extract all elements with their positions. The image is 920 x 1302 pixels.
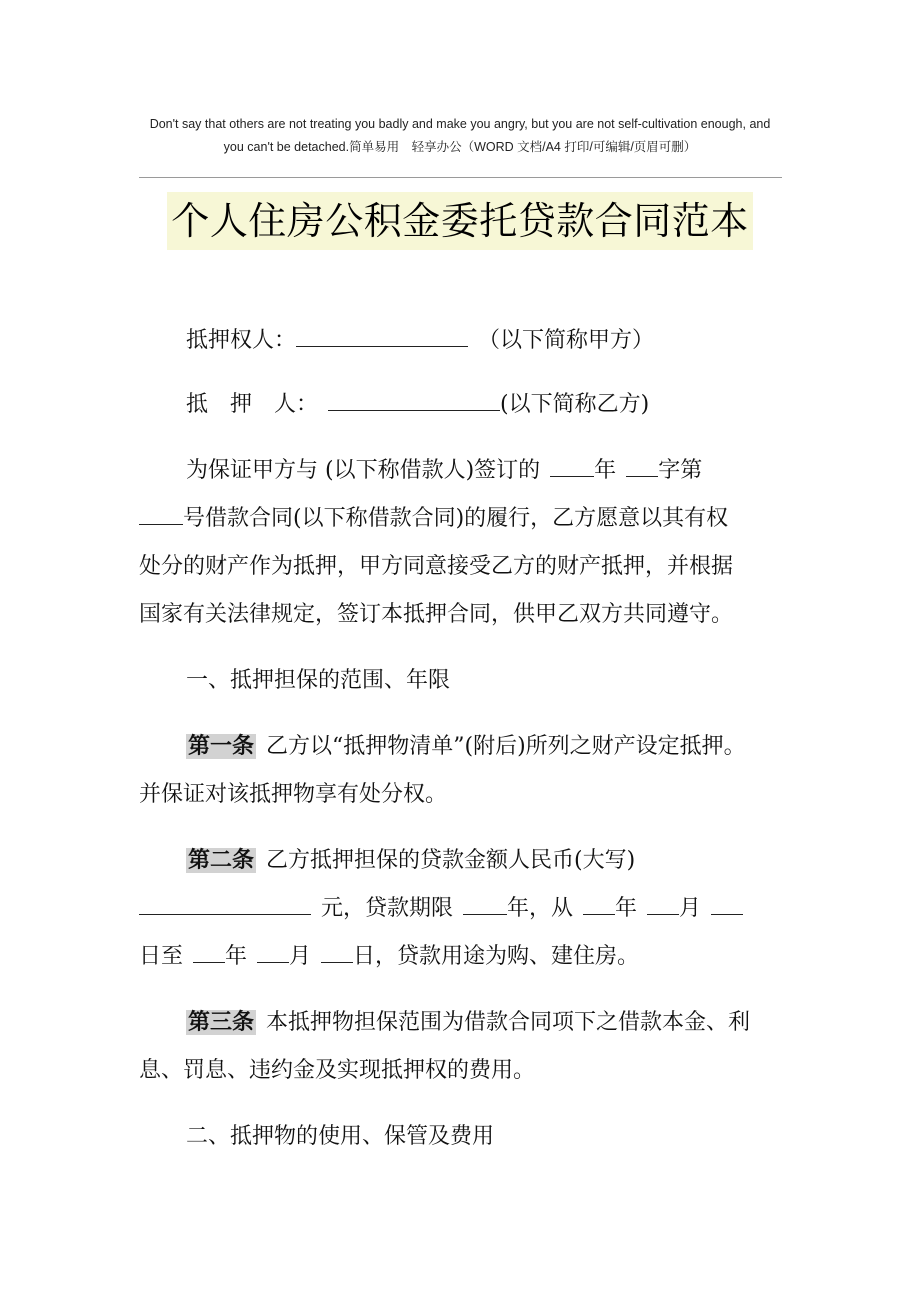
mortgagor-blank <box>328 382 500 411</box>
article-2-nian-2: 年 <box>225 944 248 969</box>
intro-line-4: 国家有关法律规定，签订本抵押合同，供甲乙双方共同遵守。 <box>139 602 734 627</box>
article-1-line-1 <box>139 724 846 770</box>
article-3-tag: 第三条 <box>188 1010 255 1035</box>
from-day-blank <box>711 886 743 915</box>
mortgagee-label: 抵押权人： <box>186 328 297 353</box>
intro-year-blank <box>550 448 594 477</box>
section-heading-2: 二、抵押物的使用、保管及费用 <box>186 1124 495 1149</box>
article-2-ri-zhi: 日至 <box>139 944 184 969</box>
article-1-text-1: 乙方以“抵押物清单”(附后)所列之财产设定抵押。 <box>266 734 746 759</box>
header-line-2: you can't be detached.简单易用 轻享办公（WORD 文档/A4 打印/可编辑/页眉可删） <box>223 140 697 154</box>
intro-char-blank <box>626 448 658 477</box>
mortgagor-line <box>139 382 846 428</box>
amount-blank <box>139 886 311 915</box>
header-line-1: Don't say that others are not treating you badly and make you angry, but you are not self-cultivation enough, and <box>149 117 771 131</box>
intro-text-1: 为保证甲方与 (以下称借款人)签订的 <box>186 458 541 483</box>
from-year-blank <box>583 886 615 915</box>
article-2-nian-1: 年 <box>615 896 638 921</box>
article-2-ri-end: 日，贷款用途为购、建住房。 <box>353 944 640 969</box>
header-divider <box>139 177 782 178</box>
article-2-line-3 <box>139 934 799 980</box>
mortgagee-line <box>139 318 846 364</box>
page-header <box>120 113 800 159</box>
intro-text-2: 年 <box>594 458 617 483</box>
mortgagee-suffix: （以下简称甲方） <box>478 328 655 353</box>
intro-no-blank <box>139 496 183 525</box>
intro-line-2 <box>139 496 799 542</box>
term-years-blank <box>463 886 507 915</box>
mortgagee-blank <box>296 318 468 347</box>
article-3-line-2: 息、罚息、违约金及实现抵押权的费用。 <box>139 1058 536 1083</box>
to-year-blank <box>193 934 225 963</box>
mortgagor-suffix: (以下简称乙方) <box>500 392 650 417</box>
intro-line-3: 处分的财产作为抵押，甲方同意接受乙方的财产抵押，并根据 <box>139 554 734 579</box>
article-2-yuan: 元，贷款期限 <box>321 896 454 921</box>
mortgagor-label: 抵 押 人： <box>186 392 319 417</box>
article-2-yue-2: 月 <box>289 944 312 969</box>
article-3-line-1 <box>139 1000 846 1046</box>
article-1-line-2: 并保证对该抵押物享有处分权。 <box>139 782 448 807</box>
intro-line-1 <box>139 448 846 494</box>
document-title: 个人住房公积金委托贷款合同范本 <box>167 192 753 250</box>
to-day-blank <box>321 934 353 963</box>
article-2-text-1: 乙方抵押担保的贷款金额人民币(大写) <box>266 848 636 873</box>
article-2-yue-1: 月 <box>679 896 702 921</box>
article-2-line-1 <box>139 838 846 884</box>
to-month-blank <box>257 934 289 963</box>
article-3-text-1: 本抵押物担保范围为借款合同项下之借款本金、利 <box>266 1010 751 1035</box>
intro-text-3: 字第 <box>658 458 703 483</box>
from-month-blank <box>647 886 679 915</box>
article-2-nian-from: 年，从 <box>507 896 574 921</box>
article-1-tag: 第一条 <box>188 734 255 759</box>
article-2-line-2 <box>139 886 799 932</box>
title-block <box>0 192 920 250</box>
section-heading-1: 一、抵押担保的范围、年限 <box>186 668 451 693</box>
article-2-tag: 第二条 <box>188 848 255 873</box>
intro-text-4: 号借款合同(以下称借款合同)的履行，乙方愿意以其有权 <box>183 506 729 531</box>
